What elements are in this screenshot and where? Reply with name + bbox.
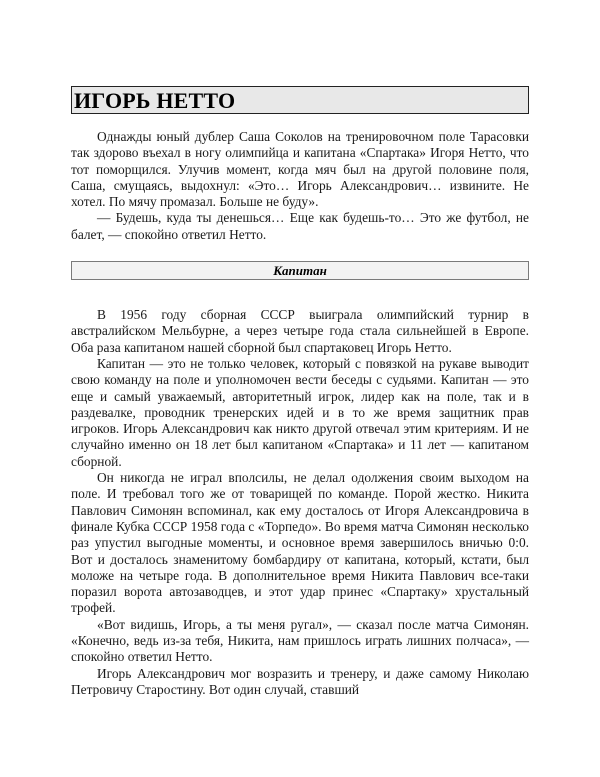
chapter-title-box — [71, 86, 529, 114]
intro-paragraph-2: — Будешь, куда ты денешься… Еще как будешь-то… Это же футбол, не балет, — спокойно ответил Нетто. — [71, 210, 529, 242]
intro-paragraph-1: Однажды юный дублер Саша Соколов на тренировочном поле Тарасовки так здорово въехал в ногу олимпийца и капитана «Спартака» Игоря Нетто, что тот поморщился. Улучив момент, когда мяч был на другой половине поля, Саша, смущаясь, выдохнул: «Это… Игорь Александрович… извините. Не хотел. По мячу промазал. Больше не буду». — [71, 129, 529, 210]
section-paragraph-5: Игорь Александрович мог возразить и тренеру, и даже самому Николаю Петровичу Старостину. Вот один случай, ставший — [71, 665, 529, 697]
chapter-title: ИГОРЬ НЕТТО — [74, 88, 236, 113]
document-page — [71, 86, 529, 698]
section-paragraph-2: Капитан — это не только человек, который с повязкой на рукаве выводит свою команду на поле и уполномочен вести беседы с судьями. Капитан — это еще и самый уважаемый, авторитетный игрок, лидер как на поле, так и в раздевалке, проводник тренерских идей и в то же время защитник прав игроков. Игорь Александрович как никто другой отвечал этим критериям. И не случайно именно он 18 лет был капитаном «Спартака» и 11 лет — капитаном сборной. — [71, 355, 529, 469]
section-paragraph-1: В 1956 году сборная СССР выиграла олимпийский турнир в австралийском Мельбурне, а через четыре года стала сильнейшей в Европе. Оба раза капитаном нашей сборной был спартаковец Игорь Нетто. — [71, 307, 529, 355]
section-title: Капитан — [273, 263, 327, 279]
section-title-box — [71, 261, 529, 280]
section-paragraph-4: «Вот видишь, Игорь, а ты меня ругал», — сказал после матча Симонян. «Конечно, ведь из-за тебя, Никита, нам пришлось играть лишних полчаса», — спокойно ответил Нетто. — [71, 616, 529, 665]
section-paragraph-3: Он никогда не играл вполсилы, не делал одолжения своим выходом на поле. И требовал того же от товарищей по команде. Порой жестко. Никита Павлович Симонян вспоминал, как ему досталось от Игоря Александровича в финале Кубка СССР 1958 года с «Торпедо». Во время матча Симонян несколько раз упустил выгодные моменты, и основное время завершилось вничью 0:0. Вот и досталось знаменитому бомбардиру от капитана, который, кстати, был моложе на четыре года. В дополнительное время Никита Павлович все-таки поразил ворота автозаводцев, и этот удар принес «Спартаку» хрустальный трофей. — [71, 470, 529, 616]
